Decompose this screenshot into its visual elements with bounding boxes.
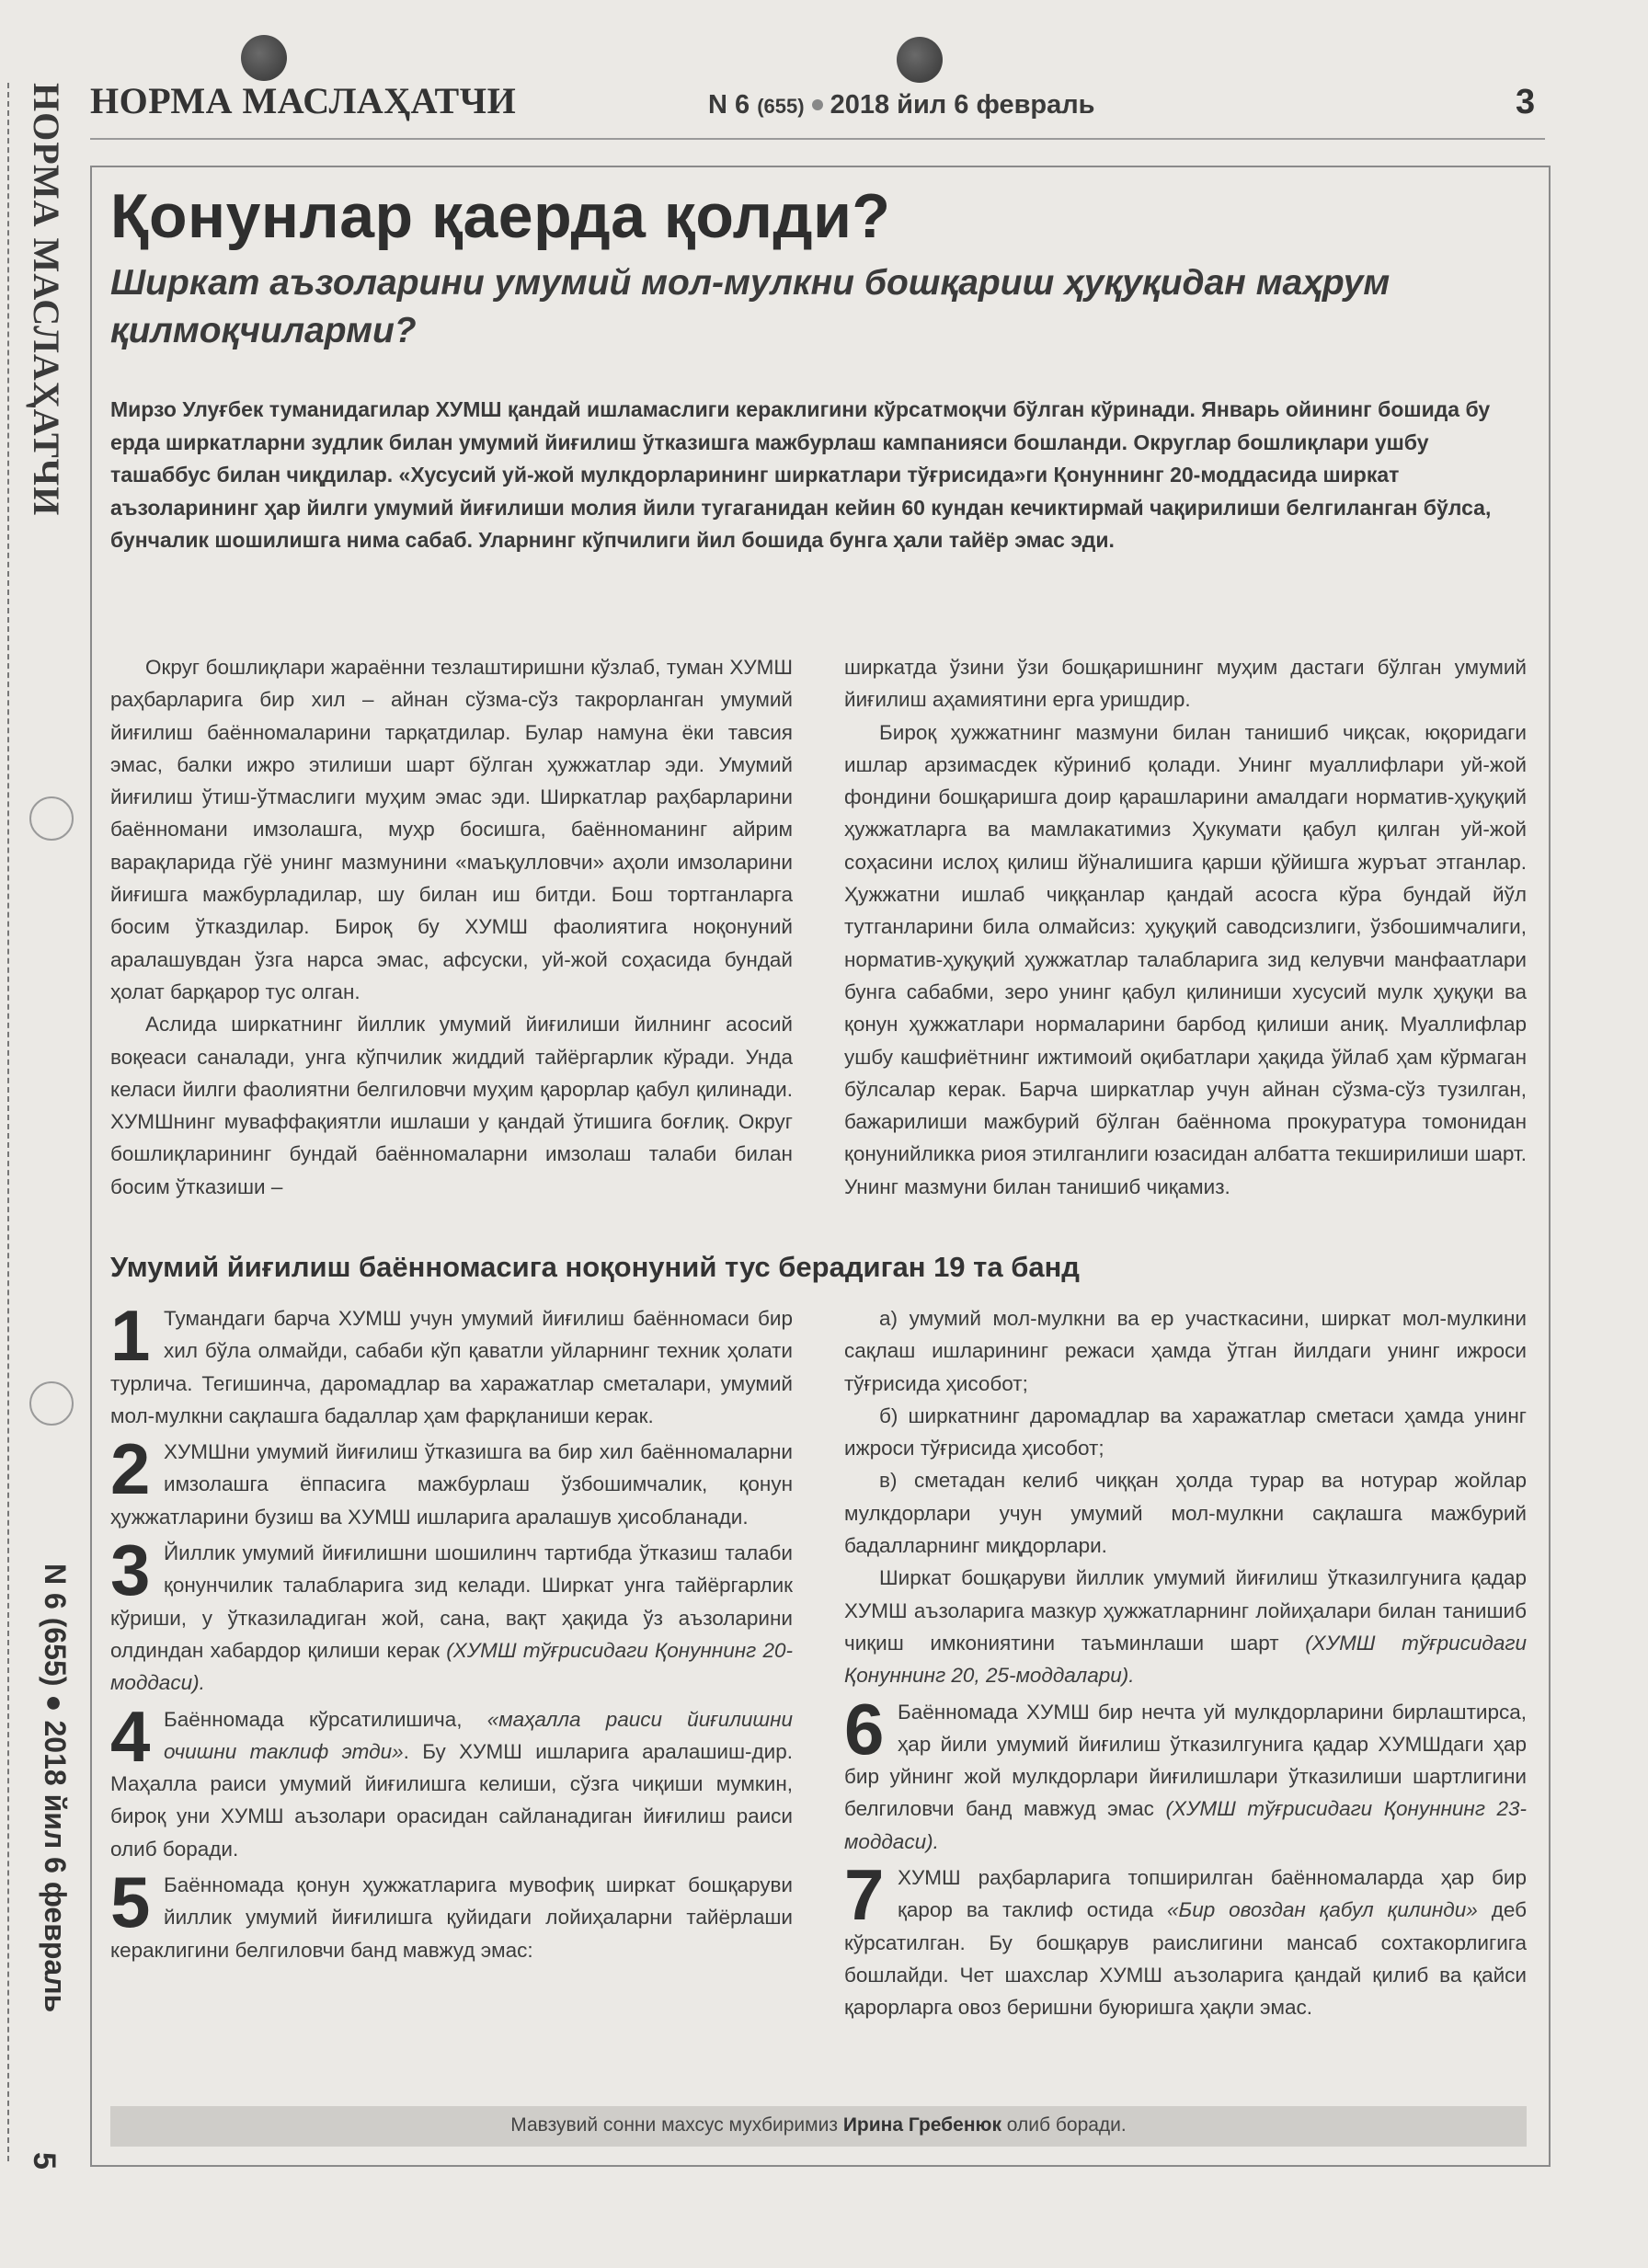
paragraph: а) умумий мол-мулкни ва ер участкасини, ширкат мол-мулкини сақлаш ишларининг режаси ҳамда ўтган йилдаги унинг ижроси тўғрисида ҳисобот; xyxy=(844,1307,1527,1395)
paragraph: Бироқ ҳужжатнинг мазмуни билан танишиб чиқсак, юқоридаги ишлар арзимасдек кўриниб қолади. Унинг муаллифлари уй-жой фондини бошқаришга доир қарашларини амалдаги норматив-ҳуқуқий ҳужжатларга ва мамлакатимиз Ҳукумати қабул қилган уй-жой соҳасини ислоҳ қилиш йўналишига қарши қўйишга журъат этганлар. Ҳужжатни ишлаб чиққанлар қандай асосга кўра бундай йўл тутганларини била олмайсиз: ҳуқуқий саводсизлиги, ўзбошимчалиги, норматив-ҳуқуқий ҳужжатлар талабларига зид келувчи манфаатлари бунга сабабми, зеро унинг қабул қилиниши хусусий мулк ҳуқуқи ва қонун ҳужжатлари нормаларини барбод қилиши аниқ. Муаллифлар ушбу кашфиётнинг ижтимоий оқибатлари ҳақида ўйлаб ҳам кўрмаган бўлсалар керак. Барча ширкатлар учун айнан сўзма-сўз тузилган, бажарилиши мажбурий бўлган баённома прокуратура томонидан қонунийликка риоя этилганлиги юзасидан албатта текширилиши шарт. Унинг мазмуни билан танишиб чиқамиз. xyxy=(844,720,1527,1198)
punch-hole xyxy=(29,796,74,841)
paragraph: Округ бошлиқлари жараённи тезлаштиришни кўзлаб, туман ХУМШ раҳбарларига бир хил – айнан сўзма-сўз такрорланган умумий йиғилиш баённомаларини тарқатдилар. Булар намуна ёки тавсия эмас, балки ижро этилиши шарт бўлган ҳужжатлар эди. Умумий йиғилиш ўтиш-ўтмаслиги муҳим эмас эди. Ширкатлар раҳбарларини баённомани имзолашга, муҳр босишга, баённоманинг айрим варақларида гўё унинг мазмунини «маъқулловчи» аҳоли имзоларини йиғишга мажбурладилар, шу билан иш битди. Бош тортганларга босим ўтказдилар. Бироқ бу ХУМШ фаолиятига ноқонуний аралашувдан ўзга нарса эмас, афсуски, уй-жой соҳасида бундай ҳолат барқарор тус олган. xyxy=(110,656,793,1003)
item-text: деб кўрсатилган. Бу бошқарув раислигини мансаб сохтакорлигига бошлайди. Чет шахслар ХУМШ аъзоларига қандай қилиб ва қайси қарорларга овоз беришни буюришга ҳақли эмас. xyxy=(844,1898,1527,2020)
list-item xyxy=(110,1695,794,1865)
footer-suffix: олиб боради. xyxy=(1001,2114,1127,2136)
item-quote: «Бир овоздан қабул қилинди» xyxy=(1167,1898,1478,1922)
paragraph xyxy=(844,1562,1527,1691)
item-text: Йиллик умумий йиғилишни шошилинч тартибда ўтказиш талаби қонунчилик талабларига зид келади. Ширкат унга тайёргарлик кўриши, у ўтказиладиган жой, сана, вақт ҳақида ўз аъзоларини олдиндан хабардор қилиши керак xyxy=(110,1541,793,1662)
list-item xyxy=(844,1854,1527,2023)
item-text: ХУМШни умумий йиғилиш ўтказишга ва бир хил баённомаларни имзолашга ёппасига мажбурлаш ўзбошимчалик, қонун ҳужжатларини бузиш ва ХУМШ ишларига аралашув ҳисобланади. xyxy=(110,1440,793,1529)
item-number: 4 xyxy=(110,1695,151,1777)
article-column-2 xyxy=(844,651,1527,1203)
list-item xyxy=(844,1688,1527,1858)
margin-issue xyxy=(28,1564,83,2079)
item-quote: «маҳалла раиси йиғилишни очишни таклиф этди» xyxy=(164,1707,794,1763)
footer-credit xyxy=(110,2114,1527,2136)
item-number: 3 xyxy=(110,1529,151,1611)
paragraph-reference: (ХУМШ тўғрисидаги Қонуннинг 20, 25-моддалари). xyxy=(844,1631,1527,1688)
item-reference: (ХУМШ тўғрисидаги Қонуннинг 23-моддаси). xyxy=(844,1797,1527,1853)
item-number: 5 xyxy=(110,1861,151,1943)
item-reference: (ХУМШ тўғрисидаги Қонуннинг 20-моддаси). xyxy=(110,1638,793,1695)
paragraph-text: Ширкат бошқаруви йиллик умумий йиғилиш ўтказилгунига қадар ХУМШ аъзоларига мазкур ҳужжатларнинг лойиҳалари билан танишиб чиқиш имкониятини таъминлаши шарт xyxy=(844,1566,1527,1655)
margin-title xyxy=(26,83,83,517)
item-text: Баённомада қонун ҳужжатларига мувофиқ ширкат бошқаруви йиллик умумий йиғилишга қуйидаги лойиҳаларни тайёрлаши кераклигини белгиловчи банд мавжуд эмас: xyxy=(110,1873,793,1962)
issue-number: N 6 xyxy=(708,90,750,120)
margin-issue-text: N 6 (655) ● 2018 йил 6 февраль xyxy=(39,1564,72,2013)
masthead: НОРМА МАСЛАҲАТЧИ xyxy=(90,80,517,121)
item-text: ХУМШ раҳбарларига топширилган баённомаларда ҳар бир қарор ва таклиф остида xyxy=(898,1866,1527,1922)
list-item xyxy=(110,1529,793,1699)
article-column-1 xyxy=(110,651,793,1203)
item-number: 7 xyxy=(844,1854,885,1936)
list-item xyxy=(110,1861,793,1966)
issue-date: 2018 йил 6 февраль xyxy=(830,90,1095,120)
issue-line xyxy=(708,90,1095,120)
paragraph: в) сметадан келиб чиққан ҳолда турар ва нотурар жойлар мулкдорлари учун умумий мол-мулкни сақлашга мажбурий бадалларнинг миқдорлари. xyxy=(844,1469,1527,1558)
item-number: 6 xyxy=(844,1688,885,1770)
paragraph: б) ширкатнинг даромадлар ва харажатлар сметаси ҳамда унинг ижроси тўғрисида ҳисобот; xyxy=(844,1403,1527,1460)
logo-dot-icon xyxy=(241,35,287,81)
bullet-icon xyxy=(812,99,823,110)
item-text: . Бу ХУМШ ишларига аралашиш-дир. Маҳалла раиси умумий йиғилишга келиши, сўзга чиқиши мумкин, бироқ уни ХУМШ аъзолари орасидан сайланадиган йиғилиш раиси олиб боради. xyxy=(110,1739,793,1861)
item-text: Баённомада ХУМШ бир нечта уй мулкдорларини бирлаштирса, ҳар йили умумий йиғилиш ўтказилгунига қадар ХУМШдаги ҳар бир уйнинг жой мулкдорлари йиғилишлари ўтказилиши шартлигини белгиловчи банд мавжуд эмас xyxy=(844,1700,1527,1821)
article-lead: Мирзо Улуғбек туманидагилар ХУМШ қандай ишламаслиги кераклигини кўрсатмоқчи бўлган кўринади. Январь ойининг бошида бу ерда ширкатларни зудлик билан умумий йиғилиш ўтказишга мажбурлаш кампанияси бошланди. Округлар бошлиқлари ушбу ташаббус билан чиқдилар. «Хусусий уй-жой мулкдорларининг ширкатлари тўғрисида»ги Қонуннинг 20-моддасида ширкат аъзоларининг ҳар йилги умумий йиғилиши молия йили тугаганидан кейин 60 кундан кечиктирмай чақирилиши белгиланган бўлса, бунчалик шошилишга нима сабаб. Уларнинг кўпчилиги йил бошида бунга ҳали тайёр эмас эди. xyxy=(110,397,1492,552)
paragraph: Аслида ширкатнинг йиллик умумий йиғилиши йилнинг асосий воқеаси саналади, унга кўпчилик жиддий тайёргарлик кўради. Унда келаси йилги фаолиятни белгиловчи муҳим қарорлар қабул қилинади. ХУМШнинг муваффақиятли ишлаши у қандай ўтишига боғлиқ. Округ бошлиқларининг бундай баённомаларни имзолаш талаби билан босим ўтказиши – xyxy=(110,1013,793,1198)
logo-dot-icon xyxy=(897,37,943,83)
section-title: Умумий йиғилиш баённомасига ноқонуний тус берадиган 19 та банд xyxy=(110,1251,1080,1283)
punch-hole xyxy=(29,1381,74,1426)
page-number: 3 xyxy=(1516,83,1536,121)
list-item xyxy=(110,1428,793,1533)
paragraph: ширкатда ўзини ўзи бошқаришнинг муҳим дастаги бўлган умумий йиғилиш аҳамиятини ерга уришдир. xyxy=(844,656,1527,712)
list-item xyxy=(110,1295,793,1432)
item-number: 1 xyxy=(110,1295,151,1376)
article-subtitle: Ширкат аъзоларини умумий мол-мулкни бошқариш ҳуқуқидан маҳрум қилмоқчиларми? xyxy=(110,263,1390,350)
binding-rule xyxy=(7,83,11,2161)
margin-title-text: НОРМА МАСЛАҲАТЧИ xyxy=(26,83,67,517)
footer-prefix: Мавзувий сонни махсус мухбиримиз xyxy=(510,2114,843,2136)
item-text: Тумандаги барча ХУМШ учун умумий йиғилиш баённомаси бир хил бўла олмайди, сабаби кўп қаватли уйларнинг техник ҳолати турлича. Тегишинча, даромадлар ва харажатлар сметалари, умумий мол-мулкни сақлашга бадаллар ҳам фарқланиши керак. xyxy=(110,1307,793,1427)
margin-page-number: 5 xyxy=(26,2152,62,2170)
items-column-right xyxy=(844,1302,1527,2028)
item-text: Баённомада кўрсатилишича, xyxy=(164,1707,487,1731)
header-rule xyxy=(90,138,1545,140)
issue-total: (655) xyxy=(757,95,805,118)
items-column-left xyxy=(110,1295,794,1970)
item-number: 2 xyxy=(110,1428,151,1510)
article-title: Қонунлар қаерда қолди? xyxy=(110,181,891,251)
footer-author: Ирина Гребенюк xyxy=(842,2114,1001,2136)
